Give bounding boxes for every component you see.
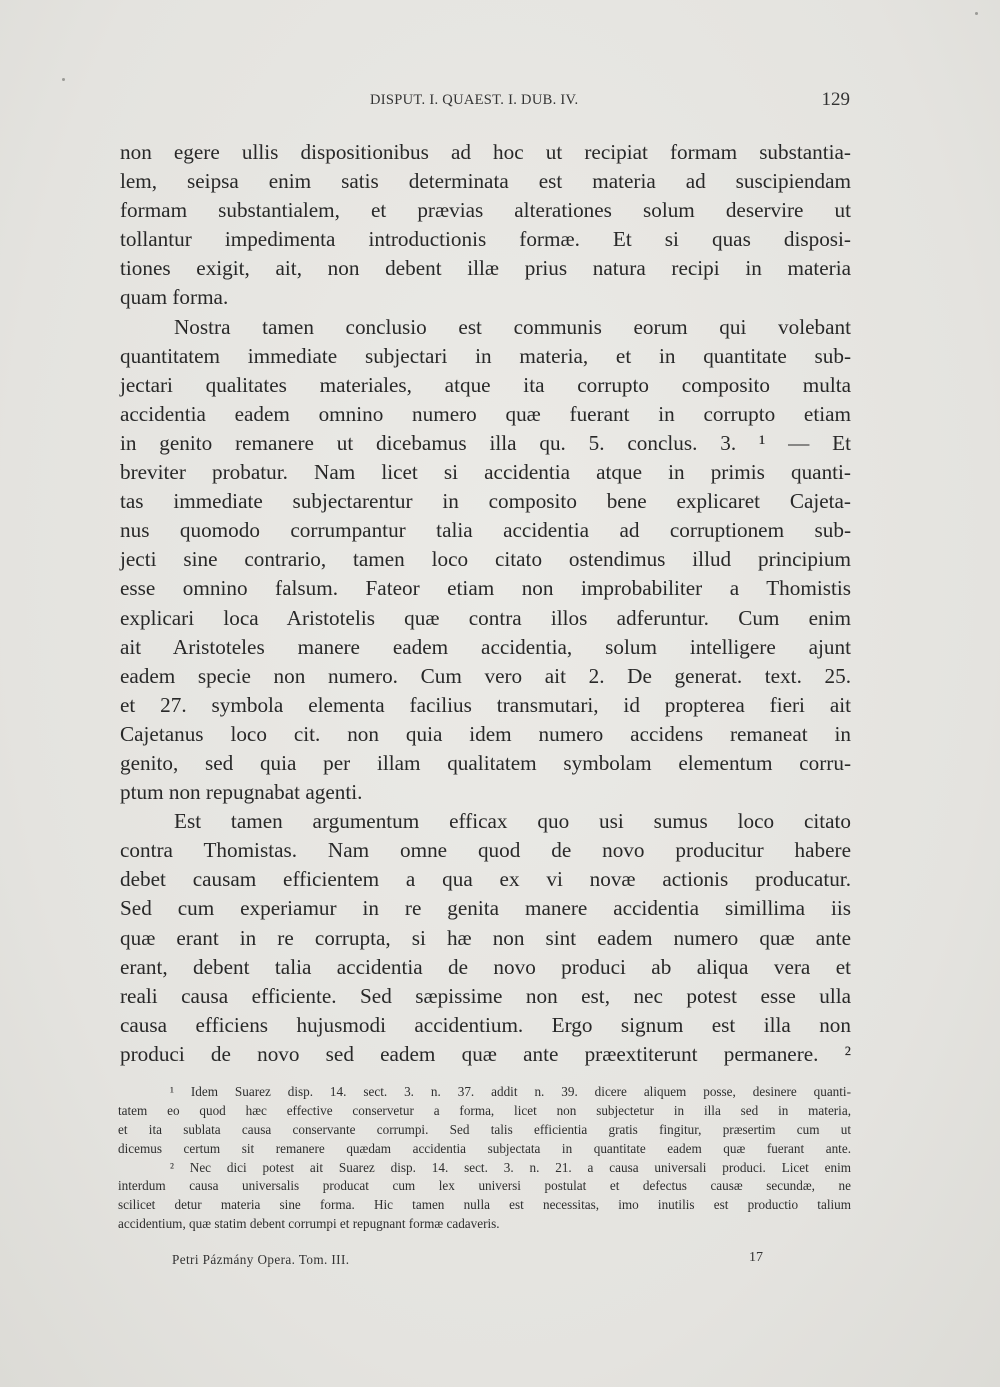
body-line: genito, sed quia per illam qualitatem symbolam elementum corru- — [120, 750, 851, 775]
main-text — [120, 138, 851, 1069]
running-head — [120, 89, 850, 116]
body-line: Sed cum experiamur in re genita manere accidentia simillima iis — [120, 896, 851, 921]
body-line: debet causam efficientem a qua ex vi novæ actionis producatur. — [120, 867, 851, 892]
body-line: eadem specie non numero. Cum vero ait 2. De generat. text. 25. — [120, 663, 851, 688]
body-line: jectari qualitates materiales, atque ita corrupto composito multa — [120, 372, 851, 397]
body-line: lem, seipsa enim satis determinata est materia ad suscipiendam — [120, 169, 851, 194]
footnotes — [118, 1083, 851, 1234]
body-line: et 27. symbola elementa facilius transmutari, id propterea fieri ait — [120, 692, 851, 717]
body-line: breviter probatur. Nam licet si accidentia atque in primis quanti- — [120, 460, 851, 485]
body-line: accidentia eadem omnino numero quæ fuerant in corrupto etiam — [120, 401, 851, 426]
footnote-line: interdum causa universalis producat cum lex universi postulat et defectus causæ secundæ, ne — [118, 1178, 851, 1194]
body-line: reali causa efficiente. Sed sæpissime non est, nec potest esse ulla — [120, 983, 851, 1008]
footnote-line: et ita sublata causa conservante corrumpi. Sed talis efficientia gratis fingitur, præsertim cum ut — [118, 1121, 851, 1137]
signature-text: Petri Pázmány Opera. Tom. III. — [172, 1252, 350, 1267]
body-line: tas immediate subjectarentur in composito bene explicaret Cajeta- — [120, 489, 851, 514]
footnote-line: dicemus certum sit remanere quædam accidentia subjectata in quantitate eadem quæ fuerant ante. — [118, 1140, 851, 1156]
body-line: produci de novo sed eadem quæ ante præextiterunt permanere. ² — [120, 1041, 851, 1066]
body-line: formam substantialem, et prævias alterationes solum deservire ut — [120, 198, 851, 223]
body-line: contra Thomistas. Nam omne quod de novo producitur habere — [120, 838, 851, 863]
body-line: Est tamen argumentum efficax quo usi sumus loco citato — [174, 809, 851, 834]
body-line: in genito remanere ut dicebamus illa qu. 5. conclus. 3. ¹ — Et — [120, 430, 851, 455]
body-line: nus quomodo corrumpantur talia accidentia ad corruptionem sub- — [120, 518, 851, 543]
page-number: 129 — [821, 89, 850, 110]
footnote-line: scilicet detur materia sine forma. Hic tamen nulla est necessitas, imo inutilis est productio talium — [118, 1197, 851, 1213]
body-line: quæ erant in re corrupta, si hæ non sint eadem numero quæ ante — [120, 925, 851, 950]
body-line: non egere ullis dispositionibus ad hoc ut recipiat formam substantia- — [120, 140, 851, 164]
body-line: jecti sine contrario, tamen loco citato ostendimus illud principium — [120, 547, 851, 572]
body-line: ptum non repugnabat agenti. — [120, 780, 363, 805]
running-title: DISPUT. I. QUAEST. I. DUB. IV. — [370, 92, 579, 108]
body-line: tollantur impedimenta introductionis formæ. Et si quas disposi- — [120, 227, 851, 252]
body-line: erant, debent talia accidentia de novo produci ab aliqua vera et — [120, 954, 851, 979]
body-line: quantitatem immediate subjectari in materia, et in quantitate sub- — [120, 343, 851, 368]
body-line: Cajetanus loco cit. non quia idem numero accidens remaneat in — [120, 721, 851, 746]
body-line: explicari loca Aristotelis quæ contra illos adferuntur. Cum enim — [120, 605, 851, 630]
body-line: tiones exigit, ait, non debent illæ prius natura recipi in materia — [120, 256, 851, 281]
signature-mark: 17 — [749, 1250, 763, 1265]
footnote-line: tatem eo quod hæc effective conservetur a forma, licet non subjectetur in illa sed in materia, — [118, 1102, 851, 1118]
body-line: causa efficiens hujusmodi accidentium. Ergo signum est illa non — [120, 1012, 851, 1037]
scan-speck — [975, 12, 978, 15]
footnote-line: accidentium, quæ statim debent corrumpi et repugnant formæ cadaveris. — [118, 1216, 500, 1232]
body-line: ait Aristoteles manere eadem accidentia, solum intelligere ajunt — [120, 634, 851, 659]
body-line: quam forma. — [120, 285, 229, 310]
body-line: esse omnino falsum. Fateor etiam non improbabiliter a Thomistis — [120, 576, 851, 601]
scan-speck — [62, 78, 65, 81]
signature-line — [172, 1252, 772, 1272]
footnote-line: ² Nec dici potest ait Suarez disp. 14. sect. 3. n. 21. a causa universali produci. Licet enim — [170, 1159, 851, 1175]
body-line: Nostra tamen conclusio est communis eorum qui volebant — [174, 314, 851, 339]
footnote-line: ¹ Idem Suarez disp. 14. sect. 3. n. 37. addit n. 39. dicere aliquem posse, desinere quanti- — [170, 1084, 851, 1099]
